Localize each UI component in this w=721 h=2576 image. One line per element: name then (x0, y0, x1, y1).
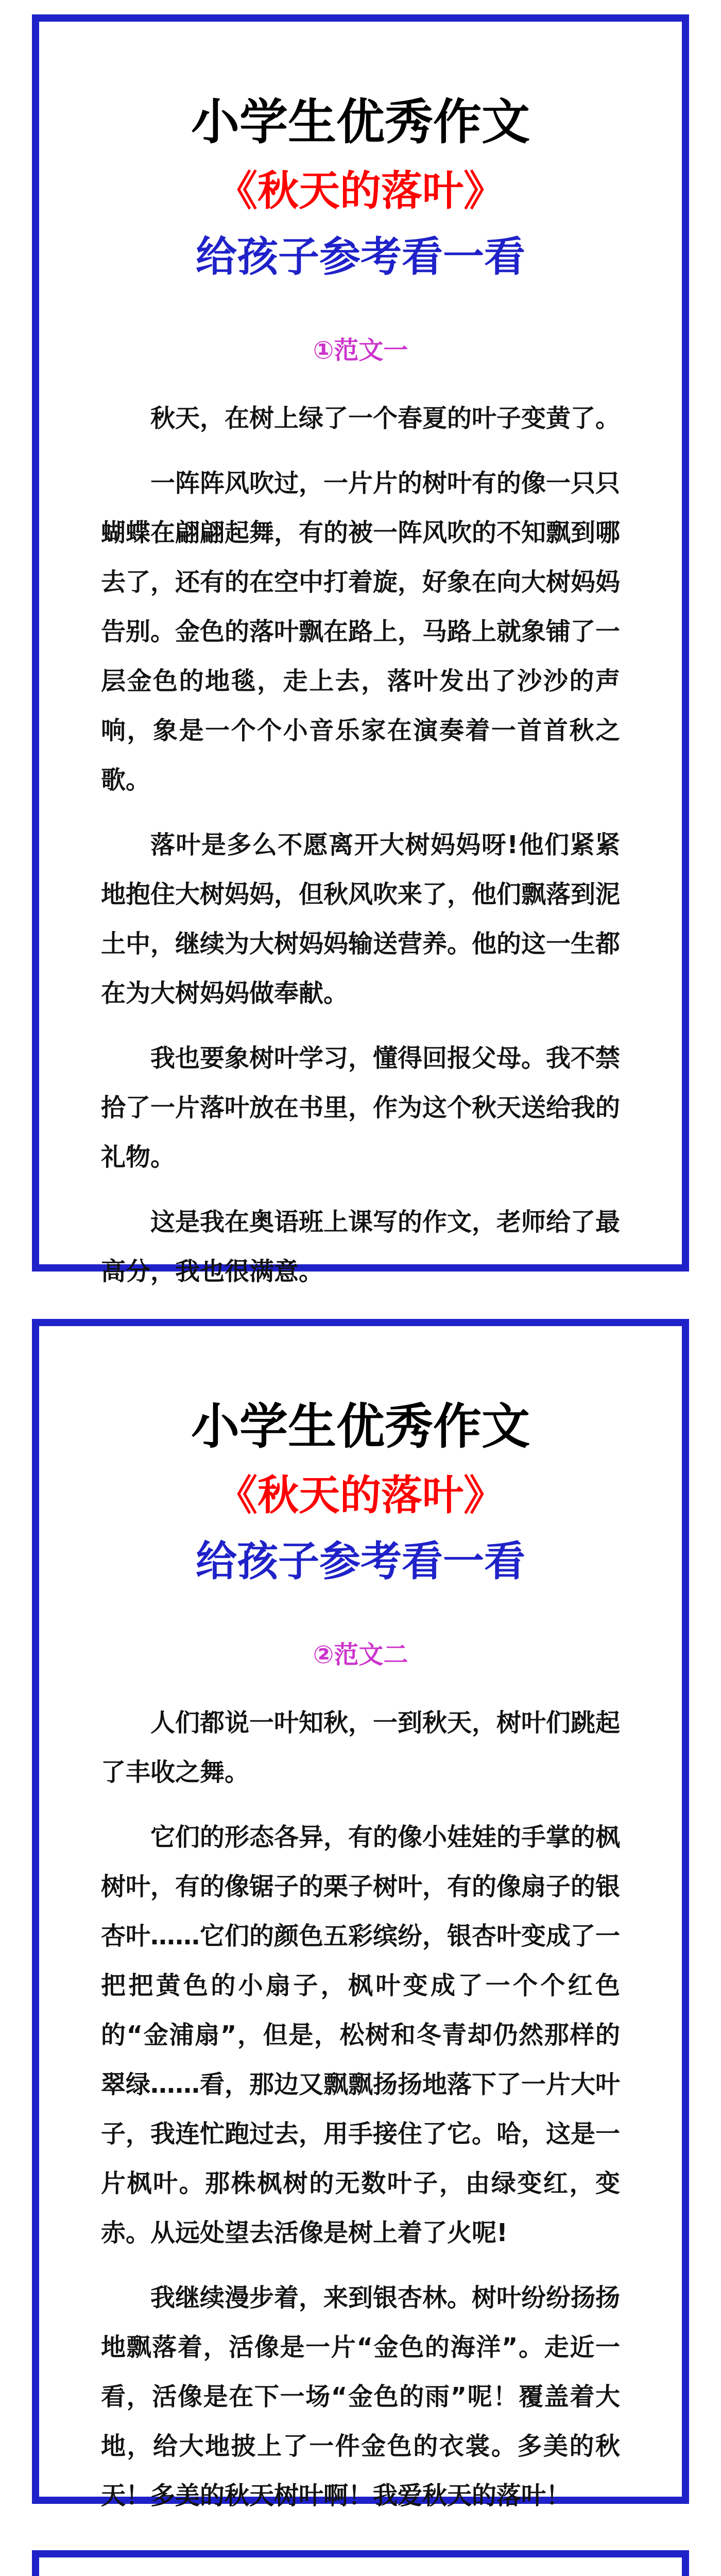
paragraph: 我也要象树叶学习，懂得回报父母。我不禁拾了一片落叶放在书里，作为这个秋天送给我的礼物。 (101, 1043, 621, 1172)
essay-card-3 (32, 2550, 689, 2576)
paragraph: 我继续漫步着，来到银杏林。树叶纷纷扬扬地飘落着，活像是一片“金色的海洋”。走近一看，活像是在下一场“金色的雨”呢！覆盖着大地，给大地披上了一件金色的衣裳。多美的秋天！多美的秋天树叶啊！我爱秋天的落叶！ (101, 2283, 621, 2510)
card-title: 小学生优秀作文 (191, 1399, 530, 1455)
paragraph: 一阵阵风吹过，一片片的树叶有的像一只只蝴蝶在翩翩起舞，有的被一阵风吹的不知飘到哪去了，还有的在空中打着旋，好象在向大树妈妈告别。金色的落叶飘在路上，马路上就象铺了一层金色的地毯，走上去，落叶发出了沙沙的声响，象是一个个小音乐家在演奏着一首首秋之歌。 (101, 468, 621, 794)
essay-card-1 (32, 14, 689, 1286)
essay-subtitle: 给孩子参考看一看 (196, 1537, 525, 1585)
essay-subtitle: 给孩子参考看一看 (196, 232, 525, 281)
essay-title: 《秋天的落叶》 (216, 166, 505, 215)
paragraph: 落叶是多么不愿离开大树妈妈呀!他们紧紧地抱住大树妈妈，但秋风吹来了，他们飘落到泥土中，继续为大树妈妈输送营养。他的这一生都在为大树妈妈做奉献。 (101, 830, 621, 1008)
card-title: 小学生优秀作文 (191, 94, 530, 150)
paragraph: 人们都说一叶知秋，一到秋天，树叶们跳起了丰收之舞。 (101, 1708, 621, 1787)
essay-title: 《秋天的落叶》 (216, 1471, 505, 1519)
essay-card-2 (32, 1319, 689, 2510)
paragraph: 这是我在奥语班上课写的作文，老师给了最高分，我也很满意。 (101, 1207, 621, 1286)
paragraph: 秋天，在树上绿了一个春夏的叶子变黄了。 (150, 403, 621, 433)
sample-label: ①范文一 (313, 335, 408, 365)
paragraph: 它们的形态各异，有的像小娃娃的手掌的枫树叶，有的像锯子的栗子树叶，有的像扇子的银杏叶……它们的颜色五彩缤纷，银杏叶变成了一把把黄色的小扇子，枫叶变成了一个个红色的“金浦扇”，但是，松树和冬青却仍然那样的翠绿……看，那边又飘飘扬扬地落下了一片大叶子，我连忙跑过去，用手接住了它。哈，这是一片枫叶。那株枫树的无数叶子，由绿变红，变赤。从远处望去活像是树上着了火呢! (101, 1822, 621, 2247)
sample-label: ②范文二 (313, 1640, 408, 1669)
